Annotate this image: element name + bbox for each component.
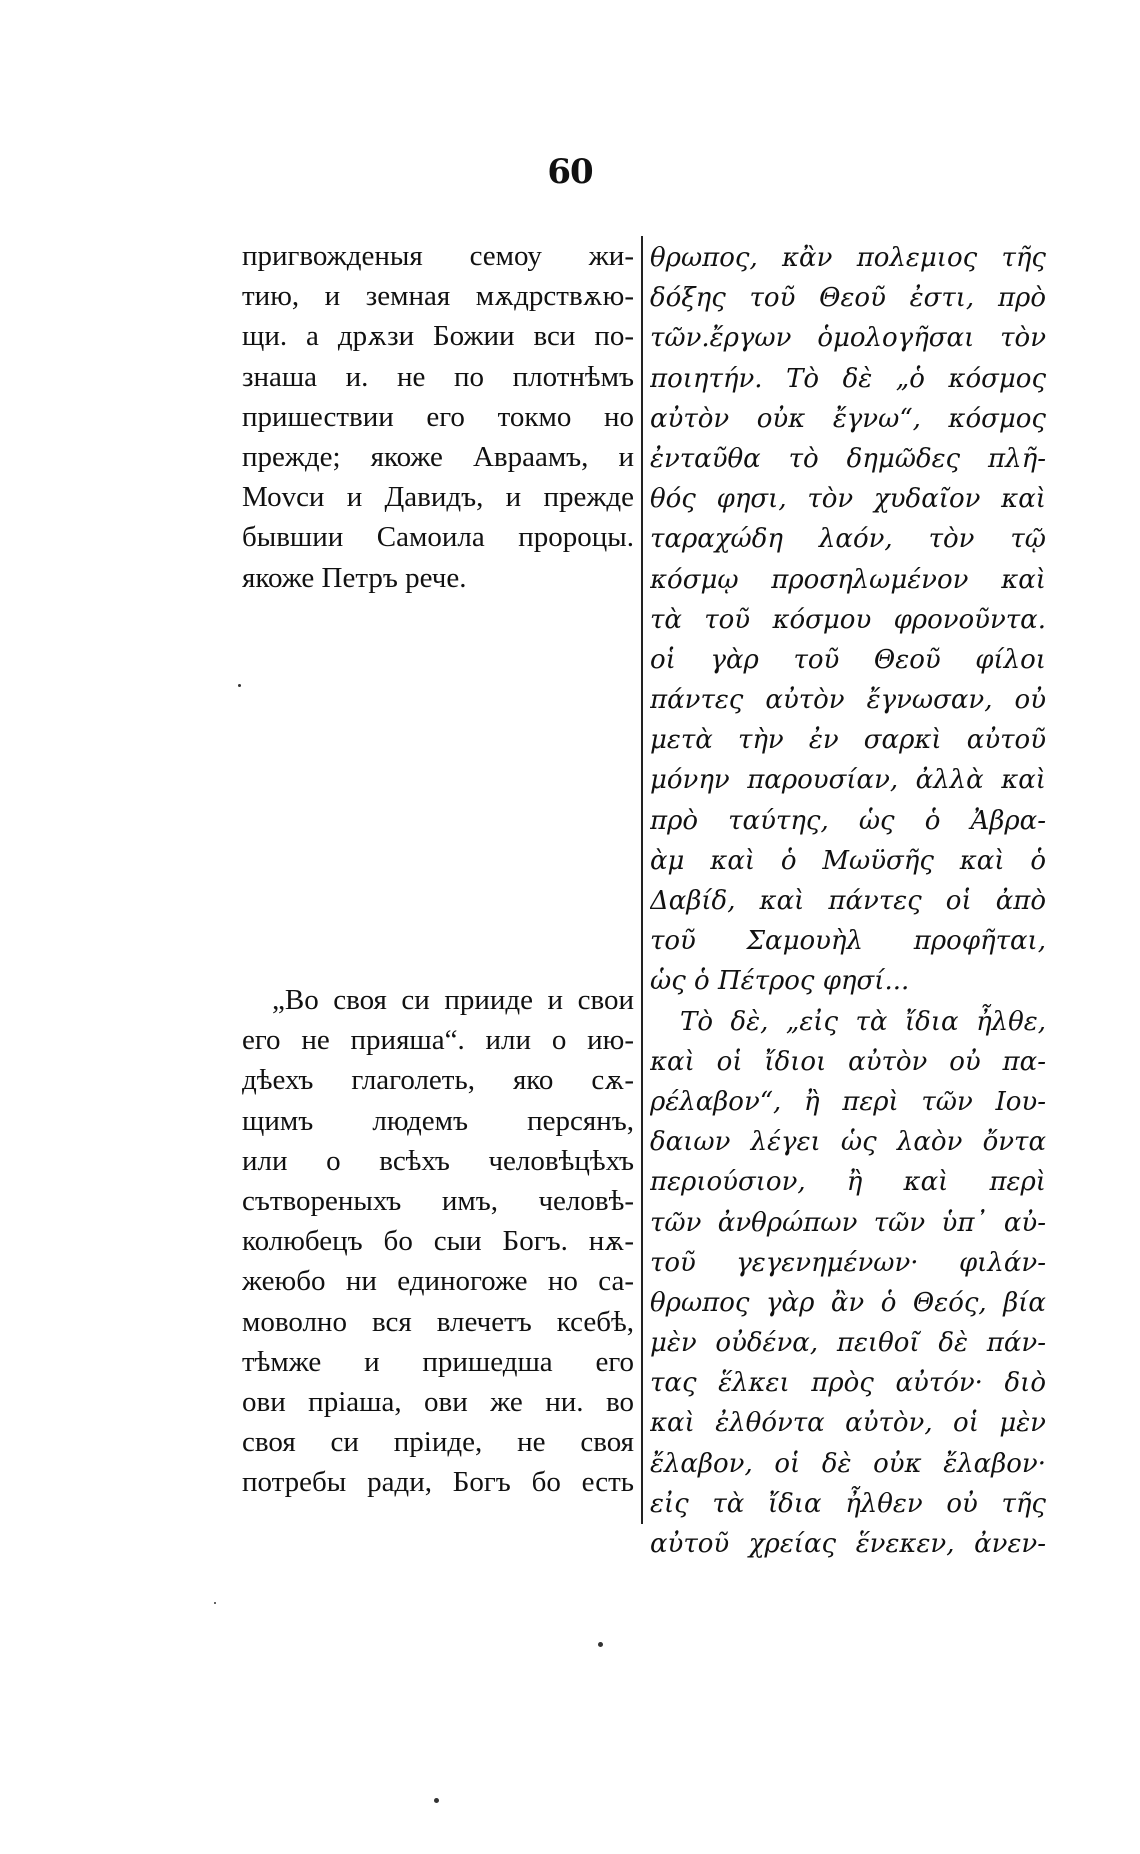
text-line: сътвореныхъ имъ, человѣ- bbox=[242, 1184, 634, 1217]
text-line: или о всѣхъ человѣцѣхъ bbox=[242, 1144, 634, 1177]
text-line: θρωπος γὰρ ἂν ὁ Θεός, βία bbox=[650, 1287, 1046, 1318]
text-line: дѣехъ глаголеть, яко сѫ- bbox=[242, 1064, 634, 1097]
text-line: моволно вся влечетъ ксебѣ, bbox=[242, 1305, 634, 1338]
text-line: тѣмже и пришедша его bbox=[242, 1345, 634, 1378]
text-line: πάντες αὐτὸν ἔγνωσαν, οὐ bbox=[650, 685, 1046, 716]
text-line: Моvси и Давидъ, и прежде bbox=[242, 481, 634, 514]
text-line: κόσμῳ προσηλωμένον καὶ bbox=[650, 564, 1046, 595]
text-line: потребы ради, Богъ бо есть bbox=[242, 1466, 634, 1499]
text-line: τὰ τοῦ κόσμου φρονοῦντα. bbox=[650, 604, 1046, 635]
text-line: τοῦ Σαμουὴλ προφῆται, bbox=[650, 926, 1046, 957]
text-line: πρὸ ταύτης, ὡς ὁ Ἀβρα- bbox=[650, 805, 1046, 836]
text-line: ἐνταῦθα τὸ δημῶδες πλῆ- bbox=[650, 443, 1046, 474]
print-speck bbox=[434, 1798, 439, 1803]
text-line: δαιων λέγει ὡς λαὸν ὄντα bbox=[650, 1127, 1046, 1158]
text-line: своя си пріиде, не своя bbox=[242, 1426, 634, 1459]
print-speck bbox=[598, 1642, 603, 1647]
text-line: ὰμ καὶ ὁ Μωϋσῆς καὶ ὁ bbox=[650, 845, 1046, 876]
text-line: ὡς ὁ Πέτρος φησί... bbox=[650, 966, 910, 997]
text-line: καὶ ἐλθόντα αὐτὸν, οἱ μὲν bbox=[650, 1408, 1046, 1439]
text-line: οἱ γὰρ τοῦ Θεοῦ φίλοι bbox=[650, 644, 1046, 675]
text-line: „Во своя си прииде и свои bbox=[272, 984, 634, 1016]
text-line: колюбецъ бо сыи Богъ. нѫ- bbox=[242, 1225, 634, 1258]
text-line: Δαβίδ, καὶ πάντες οἱ ἀπὸ bbox=[650, 886, 1046, 916]
text-line: δόξης τοῦ Θεοῦ ἐστι, πρὸ bbox=[650, 283, 1046, 314]
text-line: θός φησι, τὸν χυδαῖον καὶ bbox=[650, 484, 1046, 515]
text-line: ταραχώδη λαόν, τὸν τῷ bbox=[650, 524, 1046, 555]
text-line: щи. а дрѫзи Божии вси по- bbox=[242, 320, 634, 353]
text-line: якоже Петръ рече. bbox=[242, 561, 467, 594]
text-line: тию, и земная мѫдрствѫю- bbox=[242, 280, 634, 313]
column-divider bbox=[641, 236, 643, 1524]
text-line: ποιητήν. Τὸ δὲ „ὁ κόσμος bbox=[650, 363, 1046, 394]
text-line: καὶ οἱ ἴδιοι αὐτὸν οὐ πα- bbox=[650, 1046, 1046, 1077]
text-line: τας ἕλκει πρὸς αὐτόν· διὸ bbox=[650, 1368, 1046, 1399]
text-line: μόνην παρουσίαν, ἀλλὰ καὶ bbox=[650, 765, 1046, 796]
text-line: περιούσιον, ἢ καὶ περὶ bbox=[650, 1167, 1046, 1198]
print-speck bbox=[238, 684, 241, 687]
left-column-top-paragraph bbox=[242, 236, 634, 598]
text-line: жеюбо ни единогоже но са- bbox=[242, 1265, 634, 1298]
text-line: αὐτὸν οὐκ ἔγνω“, κόσμος bbox=[650, 403, 1046, 434]
text-line: бывшии Самоила пророцы. bbox=[242, 521, 634, 554]
text-line: Τὸ δὲ, „εἰς τὰ ἴδια ἦλθε, bbox=[680, 1006, 1046, 1037]
text-line: θρωπος, κἂν πολεμιος τῆς bbox=[650, 243, 1046, 273]
text-line: τοῦ γεγενημένων· φιλάν- bbox=[650, 1247, 1046, 1278]
page-number: 60 bbox=[547, 152, 593, 192]
text-line: знаша и. не по плотнѣмъ bbox=[242, 360, 634, 393]
print-speck bbox=[214, 1602, 216, 1604]
text-line: щимъ людемъ персянъ, bbox=[242, 1104, 634, 1137]
left-column-bottom-paragraph bbox=[242, 980, 634, 1502]
text-line: τῶν.ἔργων ὁμολογῆσαι τὸν bbox=[650, 323, 1046, 354]
text-line: εἰς τὰ ἴδια ἦλθεν οὐ τῆς bbox=[650, 1488, 1046, 1519]
text-line: μετὰ τὴν ἐν σαρκὶ αὐτοῦ bbox=[650, 725, 1046, 756]
text-line: его не прияша“. или о ию- bbox=[242, 1024, 634, 1057]
text-line: прежде; якоже Авраамъ, и bbox=[242, 440, 634, 473]
text-line: αὐτοῦ χρείας ἕνεκεν, ἀνεν- bbox=[650, 1529, 1046, 1559]
text-line: ἔλαβον, οἱ δὲ οὐκ ἔλαβον· bbox=[650, 1448, 1046, 1479]
text-line: μὲν οὐδένα, πειθοῖ δὲ πάν- bbox=[650, 1328, 1046, 1359]
right-column-greek-text bbox=[650, 238, 1046, 1564]
text-line: пригвожденыя семоу жи- bbox=[242, 240, 634, 272]
text-line: ови пріаша, ови же ни. во bbox=[242, 1385, 634, 1418]
text-line: τῶν ἀνθρώπων τῶν ὑπ᾽ αὐ- bbox=[650, 1207, 1046, 1238]
text-line: пришествии его токмо но bbox=[242, 400, 634, 433]
text-line: ρέλαβον“, ἢ περὶ τῶν Ιου- bbox=[650, 1086, 1046, 1117]
